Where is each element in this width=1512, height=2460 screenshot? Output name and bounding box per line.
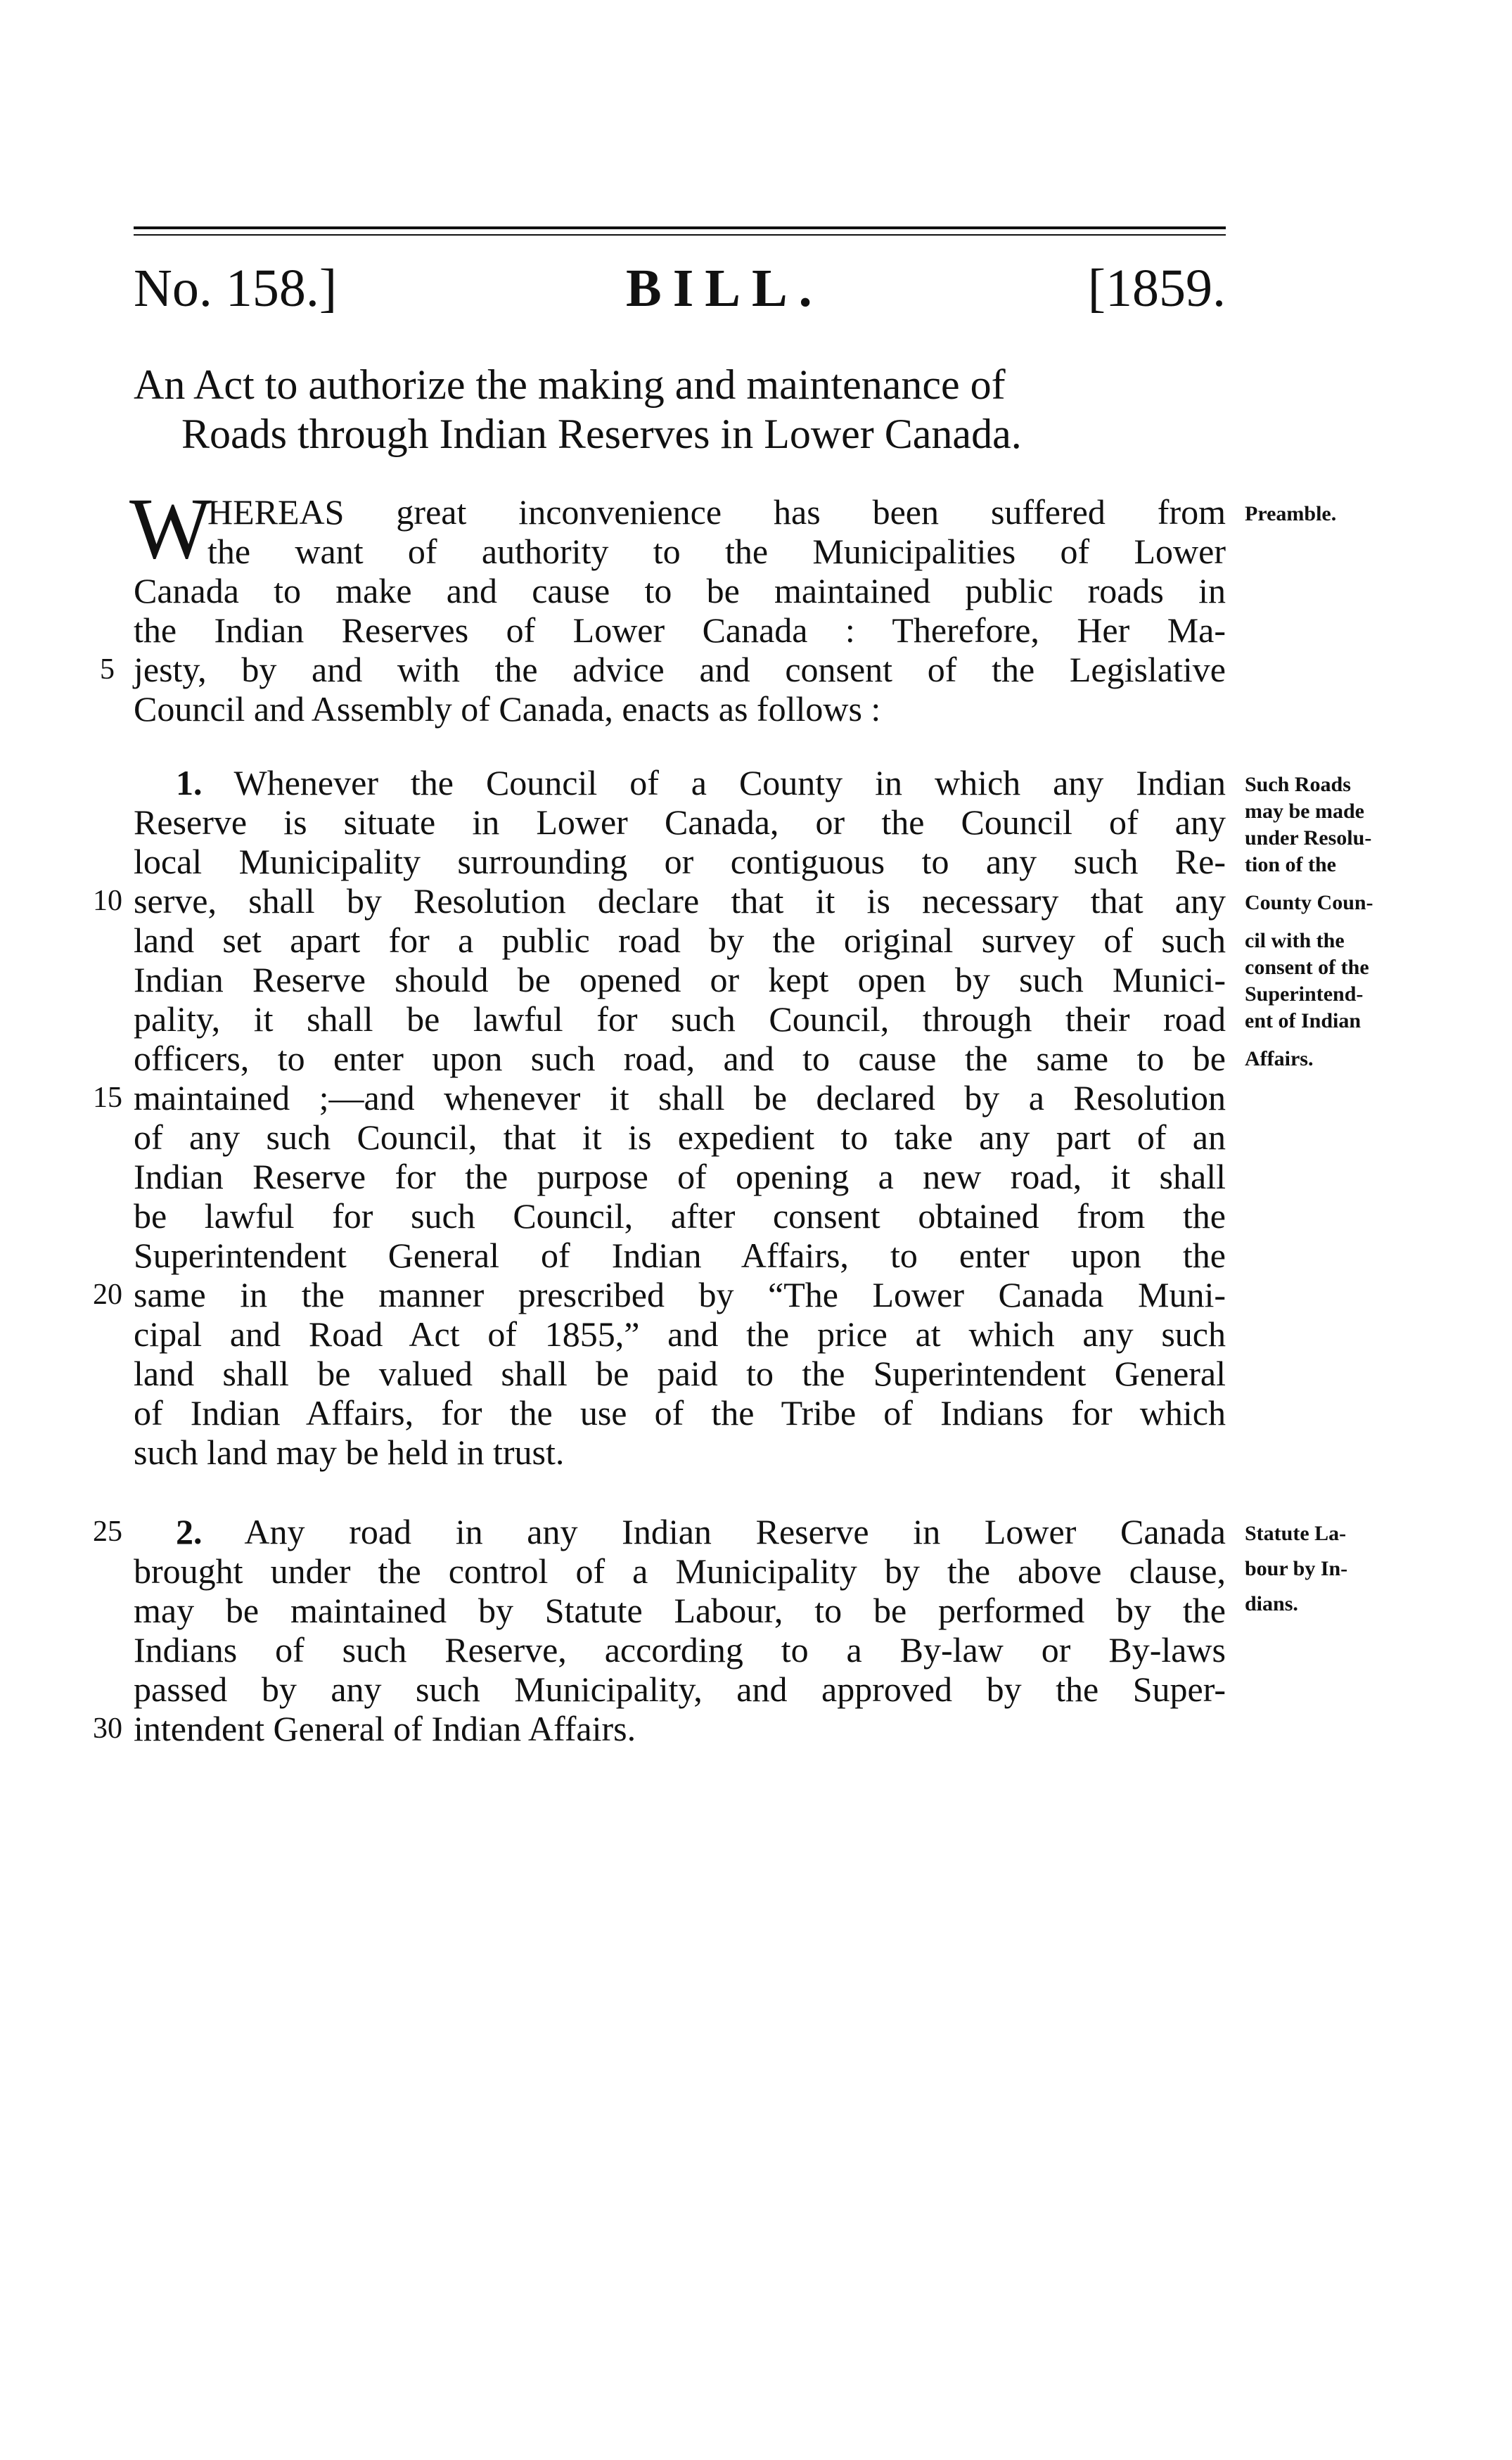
marginal-note-section-1: may be made <box>1245 800 1364 823</box>
line-number: 10 <box>93 885 122 917</box>
section-1-line: local Municipality surrounding or contiguous to any such Re- <box>134 842 1226 881</box>
bill-header <box>134 253 1226 323</box>
act-title-line-1: An Act to authorize the making and maintenance of <box>134 361 1006 408</box>
line-number: 25 <box>93 1516 122 1548</box>
bill-number: No. 158.] <box>134 259 338 318</box>
header-rule-thick <box>134 226 1226 229</box>
preamble-drop-cap: W <box>129 480 212 577</box>
section-2-line: Indians of such Reserve, according to a By-law or By-laws <box>134 1630 1226 1670</box>
section-2-line: may be maintained by Statute Labour, to be performed by the <box>134 1591 1226 1630</box>
section-1-line: maintained ;—and whenever it shall be declared by a Resolution <box>134 1078 1226 1117</box>
section-1-line: cipal and Road Act of 1855,” and the price at which any such <box>134 1314 1226 1354</box>
marginal-note-section-1: Such Roads <box>1245 773 1351 796</box>
section-1-number: 1. <box>176 763 203 802</box>
marginal-note-section-1: under Resolu- <box>1245 826 1372 850</box>
section-1-line: be lawful for such Council, after consent obtained from the <box>134 1196 1226 1236</box>
marginal-note-section-1: Affairs. <box>1245 1047 1314 1070</box>
section-1-line: land set apart for a public road by the original survey of such <box>134 921 1226 960</box>
marginal-note-section-2: Statute La- <box>1245 1522 1347 1545</box>
line-number: 5 <box>100 653 115 686</box>
marginal-note-section-1: Superintend- <box>1245 982 1364 1006</box>
marginal-note-section-1: tion of the <box>1245 853 1336 876</box>
section-1-line: of Indian Affairs, for the use of the Tribe of Indians for which <box>134 1393 1226 1433</box>
act-title <box>134 360 1226 459</box>
section-1-line: such land may be held in trust. <box>134 1433 565 1472</box>
marginal-note-section-1: cil with the <box>1245 929 1345 952</box>
section-1-line: officers, to enter upon such road, and to cause the same to be <box>134 1039 1226 1078</box>
section-1-line: same in the manner prescribed by “The Lower Canada Muni- <box>134 1275 1226 1314</box>
section-2-first-line-text: Any road in any Indian Reserve in Lower Canada <box>244 1512 1226 1551</box>
section-2-first-line <box>176 1512 1226 1551</box>
marginal-note-section-1: County Coun- <box>1245 891 1373 914</box>
marginal-note-section-1: ent of Indian <box>1245 1009 1362 1032</box>
preamble-line: Canada to make and cause to be maintained public roads in <box>134 571 1226 610</box>
marginal-note-section-2: bour by In- <box>1245 1557 1348 1580</box>
section-2-number: 2. <box>176 1512 203 1551</box>
preamble-line: jesty, by and with the advice and consent of the Legislative <box>134 650 1226 689</box>
preamble-line: the want of authority to the Municipalities of Lower <box>207 532 1226 571</box>
preamble-line: the Indian Reserves of Lower Canada : Therefore, Her Ma- <box>134 610 1226 650</box>
section-2-line: brought under the control of a Municipality by the above clause, <box>134 1551 1226 1591</box>
section-2-line: intendent General of Indian Affairs. <box>134 1709 636 1748</box>
preamble-line: Council and Assembly of Canada, enacts as follows : <box>134 689 881 729</box>
marginal-note-section-1: consent of the <box>1245 956 1369 979</box>
line-number: 20 <box>93 1279 122 1311</box>
header-rule-thin <box>134 234 1226 236</box>
act-title-line-2: Roads through Indian Reserves in Lower Canada. <box>181 411 1022 457</box>
line-number: 30 <box>93 1712 122 1745</box>
section-1-first-line <box>176 763 1226 802</box>
section-1-line: pality, it shall be lawful for such Council, through their road <box>134 999 1226 1039</box>
bill-label: BILL. <box>626 259 824 318</box>
marginal-note-preamble: Preamble. <box>1245 502 1337 525</box>
section-1-line: Indian Reserve for the purpose of opening a new road, it shall <box>134 1157 1226 1196</box>
marginal-note-section-2: dians. <box>1245 1592 1298 1615</box>
section-2-line: passed by any such Municipality, and approved by the Super- <box>134 1670 1226 1709</box>
section-1-line: serve, shall by Resolution declare that it is necessary that any <box>134 881 1226 921</box>
section-1-line: Reserve is situate in Lower Canada, or the Council of any <box>134 802 1226 842</box>
bill-year: [1859. <box>1087 259 1226 318</box>
line-number: 15 <box>93 1082 122 1114</box>
preamble-line: HEREAS great inconvenience has been suffered from <box>207 492 1226 532</box>
section-1-line: of any such Council, that it is expedient to take any part of an <box>134 1117 1226 1157</box>
section-1-line: Indian Reserve should be opened or kept open by such Munici- <box>134 960 1226 999</box>
section-1-line: Superintendent General of Indian Affairs, to enter upon the <box>134 1236 1226 1275</box>
section-1-first-line-text: Whenever the Council of a County in which any Indian <box>233 763 1226 802</box>
section-1-line: land shall be valued shall be paid to the Superintendent General <box>134 1354 1226 1393</box>
